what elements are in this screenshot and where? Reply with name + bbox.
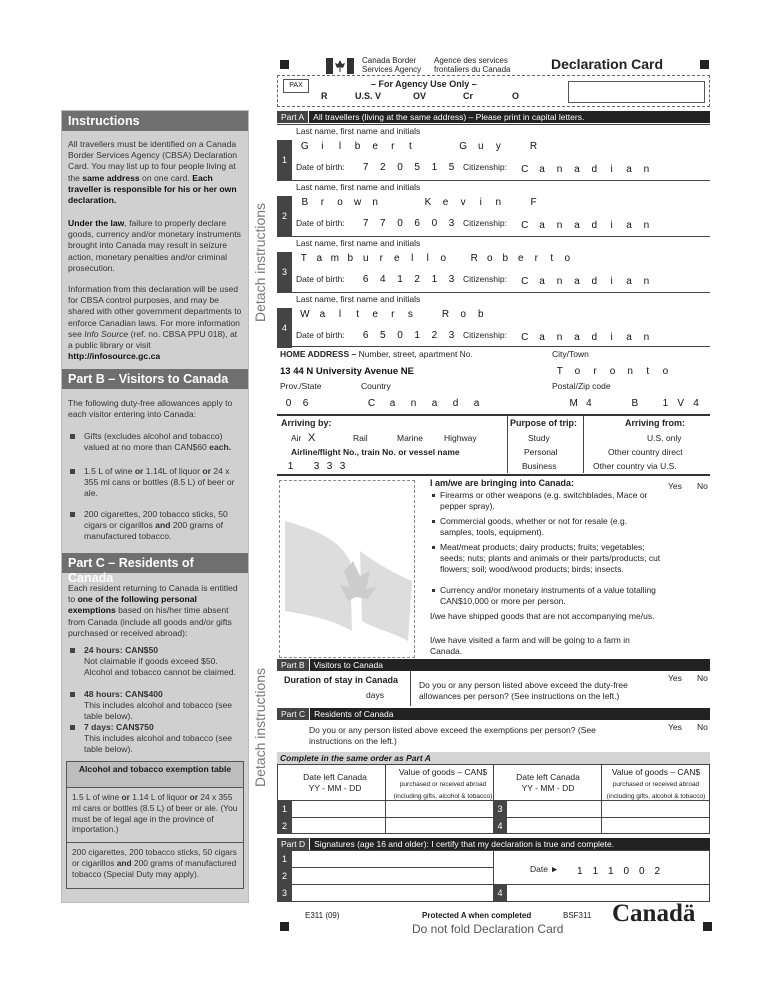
char-box: 7 <box>362 218 369 229</box>
registration-mark-bottom-left <box>280 922 289 931</box>
char-box: 0 <box>285 398 292 409</box>
char-box: i <box>610 332 613 343</box>
name-label: Last name, first name and initials <box>296 238 421 248</box>
char-box: 6 <box>362 330 369 341</box>
char-box: r <box>391 141 395 152</box>
char-box: 2 <box>380 162 386 173</box>
char-box: 0 <box>638 866 645 877</box>
goods-no-header: No <box>697 481 708 491</box>
signature-date-value[interactable] <box>572 866 665 877</box>
char-box: a <box>389 398 396 409</box>
goods-item-meat[interactable]: Meat/meat products; dairy products; fruits; vegetables; seeds; nuts; plants and animals or their parts/products; cut flowers; soil; wood/wood products; birds; insects. <box>440 542 661 574</box>
traveller-citizenship[interactable] <box>516 276 655 287</box>
char-box: d <box>591 220 598 231</box>
goods-shipped[interactable]: I/we have shipped goods that are not accompanying me/us. <box>430 611 655 621</box>
char-box: T <box>556 366 563 377</box>
char-box: u <box>362 253 369 264</box>
part-c-heading: Part C – Residents of Canada <box>62 553 248 573</box>
char-box <box>419 141 437 152</box>
char-box: 2 <box>414 274 420 285</box>
traveller-dob[interactable] <box>357 162 460 173</box>
char-box: r <box>593 366 597 377</box>
char-box: n <box>410 398 417 409</box>
purpose-personal[interactable]: Personal <box>524 447 558 457</box>
purpose-label: Purpose of trip: <box>510 418 577 428</box>
char-box: a <box>319 309 326 320</box>
do-not-fold: Do not fold Declaration Card <box>412 922 564 936</box>
char-box: b <box>347 253 354 264</box>
part-b-bullet-alcohol: 1.5 L of wine or 1.14L of liquor or 24 x 355 ml cans or bottles (8.5 L) of beer or ale. <box>62 466 248 500</box>
part-c-7d: 7 days: CAN$750 This includes alcohol and tobacco (see table below). <box>62 722 248 756</box>
flight-value[interactable] <box>284 461 349 472</box>
char-box: a <box>316 253 323 264</box>
char-box: a <box>574 220 580 231</box>
exemption-row-alcohol: 1.5 L of wine or 1.14 L of liquor or 24 x 355 ml cans or bottles (8.5 L) of beer or ale. (You must be of legal age in the province of importation.) <box>67 788 243 843</box>
char-box: B <box>301 197 309 208</box>
agency-code-r: R <box>321 91 328 101</box>
part-c-no[interactable]: No <box>697 722 708 732</box>
char-box: 5 <box>448 162 455 173</box>
char-box: i <box>610 220 613 231</box>
card-title: Declaration Card <box>551 56 664 72</box>
part-c-row-2: 2 <box>277 818 292 834</box>
char-box: 1 <box>607 866 614 877</box>
char-box: 3 <box>313 461 320 472</box>
part-b-text: Visitors to Canada <box>313 660 383 670</box>
date-label: Date ► <box>530 864 559 874</box>
char-box: n <box>556 164 563 175</box>
complete-same-order: Complete in the same order as Part A <box>277 752 710 764</box>
char-box: n <box>643 332 650 343</box>
char-box: t <box>356 309 359 320</box>
part-b-intro: The following duty-free allowances apply to each visitor entering into Canada: <box>68 398 233 420</box>
char-box: e <box>442 197 449 208</box>
registration-mark-left <box>280 60 289 69</box>
char-box: F <box>530 197 537 208</box>
char-box <box>507 197 525 208</box>
char-box <box>451 253 467 264</box>
char-box: T <box>300 253 307 264</box>
instructions-paragraph-1: All travellers must be identified on a Canada Border Services Agency (CBSA) Declaration Card. You may list up to four people living at the same address on one card. Each traveller is responsible for his or her own declaration. <box>68 139 238 206</box>
char-box: a <box>473 398 480 409</box>
traveller-citizenship[interactable] <box>516 220 655 231</box>
traveller-name[interactable] <box>296 141 542 152</box>
char-box: a <box>574 332 580 343</box>
char-box: s <box>407 309 413 320</box>
char-box: 6 <box>414 218 420 229</box>
protected-label: Protected A when completed <box>422 911 532 920</box>
char-box: o <box>609 366 616 377</box>
traveller-name[interactable] <box>296 309 490 320</box>
agency-name-fr: Agence des services frontaliers du Canada <box>434 56 511 74</box>
char-box: n <box>643 276 650 287</box>
char-box: a <box>626 276 632 287</box>
part-b-question[interactable]: Do you or any person listed above exceed the duty-free allowances per person? (See instructions on the left.) <box>419 680 628 701</box>
char-box: B <box>631 398 639 409</box>
char-box: 6 <box>302 398 309 409</box>
char-box: n <box>643 164 650 175</box>
city-value[interactable] <box>551 366 674 377</box>
char-box: o <box>564 253 571 264</box>
char-box: 3 <box>339 461 346 472</box>
days-label: days <box>366 690 384 700</box>
part-a-label: Part A <box>277 111 309 123</box>
char-box: n <box>643 220 650 231</box>
char-box: n <box>495 197 502 208</box>
part-b-yes[interactable]: Yes <box>668 673 682 683</box>
exemption-table-title: Alcohol and tobacco exemption table <box>67 762 243 788</box>
citizenship-label: Citizenship: <box>463 162 507 172</box>
dob-label: Date of birth: <box>296 274 345 284</box>
agency-name-en: Canada Border Services Agency <box>362 56 422 74</box>
char-box: C <box>521 164 529 175</box>
agency-code-cr: Cr <box>463 91 474 101</box>
part-d-bar <box>277 838 710 850</box>
char-box: 1 <box>662 398 669 409</box>
char-box: a <box>626 220 632 231</box>
char-box: 4 <box>586 398 592 409</box>
char-box <box>642 398 657 409</box>
traveller-name[interactable] <box>296 197 542 208</box>
char-box: b <box>477 309 484 320</box>
char-box: 7 <box>362 162 369 173</box>
home-address-label: HOME ADDRESS – Number, street, apartment No. <box>280 349 473 359</box>
dob-label: Date of birth: <box>296 330 345 340</box>
char-box: a <box>539 164 545 175</box>
char-box: 3 <box>448 274 455 285</box>
part-c-row-3: 3 <box>493 801 507 817</box>
arriving-by-label: Arriving by: <box>281 418 332 428</box>
char-box: i <box>321 141 324 152</box>
citizenship-label: Citizenship: <box>463 330 507 340</box>
char-box: R <box>470 253 478 264</box>
char-box: m <box>330 253 339 264</box>
char-box: v <box>460 197 466 208</box>
char-box: 1 <box>414 330 420 341</box>
date-left-header-2: Date left Canada YY - MM - DD <box>516 772 580 793</box>
char-box: a <box>626 332 632 343</box>
char-box: 0 <box>431 218 438 229</box>
char-box: W <box>300 309 310 320</box>
prov-value[interactable] <box>280 398 314 409</box>
part-b-no[interactable]: No <box>697 673 708 683</box>
char-box: o <box>574 366 581 377</box>
part-c-row-1: 1 <box>277 801 292 817</box>
char-box: C <box>367 398 376 409</box>
form-code: E311 (09) <box>305 911 340 920</box>
char-box: o <box>486 253 493 264</box>
signature-row-4[interactable]: 4 <box>493 885 507 901</box>
char-box: u <box>477 141 484 152</box>
goods-item-currency[interactable]: Currency and/or monetary instruments of a value totalling CAN$10,000 or more per person. <box>440 585 656 606</box>
part-c-yes[interactable]: Yes <box>668 722 682 732</box>
postal-label: Postal/Zip code <box>552 381 611 391</box>
char-box: 0 <box>397 330 403 341</box>
from-other-direct[interactable]: Other country direct <box>608 447 683 457</box>
char-box: C <box>521 220 529 231</box>
char-box: t <box>550 253 554 264</box>
char-box: l <box>338 141 342 152</box>
char-box: 0 <box>397 218 403 229</box>
registration-mark-right <box>700 60 709 69</box>
signature-row-2[interactable]: 2 <box>277 868 292 884</box>
part-c-intro: Each resident returning to Canada is entitled to one of the following personal exemptions based on his/her time absent from Canada (include all goods and/or gifts purchased or received abroad): <box>68 583 238 638</box>
char-box: n <box>556 332 563 343</box>
char-box <box>297 461 310 472</box>
mode-air-mark: X <box>308 432 316 444</box>
char-box <box>402 197 420 208</box>
char-box <box>612 398 627 409</box>
purpose-study[interactable]: Study <box>528 433 550 443</box>
canada-wordmark: Canadä <box>612 900 696 927</box>
goods-item-commercial[interactable]: Commercial goods, whether or not for resale (e.g. samples, tools, equipment). <box>440 516 628 537</box>
agency-use-label: – For Agency Use Only – <box>371 79 477 89</box>
char-box: C <box>521 332 529 343</box>
part-b-label: Part B <box>277 659 310 671</box>
goods-farm[interactable]: I/we have visited a farm and will be going to a farm in Canada. <box>430 635 630 656</box>
char-box: y <box>495 141 501 152</box>
char-box: o <box>337 197 343 208</box>
char-box: n <box>627 366 633 377</box>
mode-highway[interactable]: Highway <box>444 433 477 443</box>
char-box: 7 <box>380 218 386 229</box>
char-box: b <box>354 141 361 152</box>
part-b-bullet-tobacco: 200 cigarettes, 200 tobacco sticks, 50 cigars or cigarillos and 200 grams of manufactured tobacco. <box>62 509 248 543</box>
name-label: Last name, first name and initials <box>296 126 421 136</box>
char-box: d <box>591 164 598 175</box>
agency-entry-box[interactable] <box>568 81 705 103</box>
instructions-heading: Instructions <box>62 111 248 131</box>
char-box: i <box>610 164 613 175</box>
arriving-from-label: Arriving from: <box>625 418 686 428</box>
name-label: Last name, first name and initials <box>296 294 421 304</box>
flight-label: Airline/flight No., train No. or vessel name <box>291 447 460 457</box>
char-box: G <box>459 141 468 152</box>
char-box: a <box>574 164 580 175</box>
char-box: r <box>391 309 395 320</box>
char-box: n <box>556 276 563 287</box>
purpose-business[interactable]: Business <box>522 461 557 471</box>
home-address-value[interactable]: 13 44 N University Avenue NE <box>280 366 414 377</box>
agency-code-usv: U.S. V <box>355 91 382 101</box>
bsf-code: BSF311 <box>563 911 592 920</box>
char-box: i <box>479 197 482 208</box>
postal-value[interactable] <box>566 398 704 409</box>
char-box <box>419 309 437 320</box>
char-box: d <box>591 332 598 343</box>
char-box: n <box>556 220 563 231</box>
instructions-paragraph-2: Under the law, failure to properly declare goods, currency and/or monetary instruments brought into Canada may result in seizure action, monetary penalties and/or criminal prosecution. <box>68 218 241 273</box>
part-c-question[interactable]: Do you or any person listed above exceed the exemptions per person? (See instructions on the left.) <box>309 725 596 746</box>
char-box: a <box>431 398 438 409</box>
char-box: r <box>320 197 325 208</box>
char-box: o <box>440 253 447 264</box>
pax-box: PAX <box>283 79 309 93</box>
agency-code-o: O <box>512 91 520 101</box>
char-box: t <box>646 366 650 377</box>
part-c-label: Part C <box>277 708 310 720</box>
char-box: C <box>521 276 529 287</box>
char-box: M <box>569 398 578 409</box>
part-c-text: Residents of Canada <box>314 709 394 719</box>
char-box: 3 <box>448 218 455 229</box>
signature-row-3[interactable]: 3 <box>277 885 292 901</box>
char-box: a <box>539 276 545 287</box>
goods-yes-header: Yes <box>668 481 682 491</box>
part-b-bar <box>277 659 710 671</box>
char-box: 3 <box>448 330 455 341</box>
detach-instructions-label-bottom: Detach instructions <box>252 667 268 787</box>
char-box: t <box>408 141 412 152</box>
char-box: 5 <box>380 330 386 341</box>
char-box: l <box>426 253 429 264</box>
char-box <box>597 398 612 409</box>
instructions-panel <box>61 110 249 903</box>
char-box: l <box>338 309 342 320</box>
part-d-label: Part D <box>277 838 310 850</box>
char-box: o <box>460 309 466 320</box>
traveller-number: 2 <box>277 196 292 236</box>
char-box: r <box>534 253 538 264</box>
char-box: e <box>517 253 524 264</box>
agency-code-ov: OV <box>413 91 427 101</box>
instructions-paragraph-3: Information from this declaration will be used for CBSA control purposes, and may be shared with other government departments to enforce Canadian laws. For more information see Info Source (ref. no. CBSA PPU 018), at a public library or visit http://infosource.gc.ca <box>68 284 242 362</box>
char-box: e <box>393 253 400 264</box>
traveller-dob[interactable] <box>357 218 460 229</box>
citizenship-label: Citizenship: <box>463 218 507 228</box>
dob-label: Date of birth: <box>296 162 345 172</box>
char-box: 3 <box>326 461 333 472</box>
part-a-text: All travellers (living at the same address) – Please print in capital letters. <box>313 112 585 122</box>
char-box: 1 <box>431 274 438 285</box>
value-header-1: Value of goods – CAN$ purchased or received abroad (including gifts, alcohol & tobacco) <box>393 767 493 800</box>
exemption-row-tobacco: 200 cigarettes, 200 tobacco sticks, 50 cigars or cigarillos and 200 grams of manufactured tobacco (Special Duty may apply). <box>72 847 237 879</box>
from-other-via-us[interactable]: Other country via U.S. <box>593 461 677 471</box>
flag-watermark <box>279 480 415 658</box>
maple-leaf-icon <box>280 481 416 659</box>
part-a-bar <box>277 111 710 123</box>
char-box: 4 <box>380 274 386 285</box>
traveller-number: 4 <box>277 308 292 348</box>
char-box: R <box>441 309 450 320</box>
char-box <box>507 141 525 152</box>
char-box: 0 <box>397 162 403 173</box>
char-box: d <box>591 276 598 287</box>
mode-air[interactable]: Air <box>291 433 302 443</box>
char-box <box>437 141 455 152</box>
char-box <box>384 197 402 208</box>
traveller-number: 3 <box>277 252 292 292</box>
prov-label: Prov./State <box>280 381 322 391</box>
from-us-only[interactable]: U.S. only <box>647 433 682 443</box>
char-box: 6 <box>362 274 369 285</box>
char-box: b <box>502 253 509 264</box>
citizenship-label: Citizenship: <box>463 274 507 284</box>
traveller-citizenship[interactable] <box>516 164 655 175</box>
char-box: V <box>677 398 685 409</box>
part-c-row-4: 4 <box>493 818 507 834</box>
char-box: K <box>424 197 432 208</box>
char-box: 5 <box>414 162 420 173</box>
part-b-heading: Part B – Visitors to Canada <box>62 369 248 389</box>
char-box: a <box>626 164 632 175</box>
char-box: i <box>610 276 613 287</box>
detach-instructions-label-top: Detach instructions <box>252 202 268 322</box>
value-header-2: Value of goods – CAN$ purchased or received abroad (including gifts, alcohol & tobacco) <box>606 767 706 800</box>
country-label: Country <box>361 381 391 391</box>
part-d-text: Signatures (age 16 and older): I certify that my declaration is true and complete. <box>314 839 615 849</box>
char-box: 1 <box>431 162 438 173</box>
char-box: 2 <box>654 866 661 877</box>
char-box: w <box>353 197 362 208</box>
char-box: 2 <box>431 330 438 341</box>
signature-row-1[interactable]: 1 <box>277 851 292 867</box>
city-label: City/Town <box>552 349 589 359</box>
name-label: Last name, first name and initials <box>296 182 421 192</box>
goods-heading: I am/we are bringing into Canada: <box>430 478 575 488</box>
canada-flag-icon <box>326 58 354 74</box>
char-box: o <box>662 366 669 377</box>
char-box: r <box>379 253 383 264</box>
char-box: 0 <box>623 866 630 877</box>
char-box: n <box>372 197 378 208</box>
registration-mark-bottom-right <box>703 922 712 931</box>
traveller-dob[interactable] <box>357 330 460 341</box>
char-box: e <box>372 309 378 320</box>
traveller-dob[interactable] <box>357 274 460 285</box>
traveller-number: 1 <box>277 140 292 180</box>
char-box: a <box>539 332 545 343</box>
char-box: 1 <box>592 866 599 877</box>
char-box: 1 <box>287 461 294 472</box>
country-value[interactable] <box>361 398 487 409</box>
dob-label: Date of birth: <box>296 218 345 228</box>
part-c-48h: 48 hours: CAN$400 This includes alcohol and tobacco (see table below). <box>62 689 248 723</box>
char-box: G <box>300 141 309 152</box>
date-left-header-1: Date left Canada YY - MM - DD <box>303 772 367 793</box>
char-box: 1 <box>576 866 583 877</box>
exemption-table <box>66 761 244 889</box>
char-box: d <box>452 398 459 409</box>
traveller-citizenship[interactable] <box>516 332 655 343</box>
part-b-bullet-gifts: Gifts (excludes alcohol and tobacco) valued at no more than CAN$60 each. <box>62 431 248 453</box>
char-box: l <box>411 253 414 264</box>
char-box: a <box>539 220 545 231</box>
char-box: e <box>372 141 378 152</box>
traveller-name[interactable] <box>296 253 575 264</box>
part-c-24h: 24 hours: CAN$50 Not claimable if goods exceed $50. Alcohol and tobacco cannot be claimed. <box>62 645 248 679</box>
goods-item-firearms[interactable]: Firearms or other weapons (e.g. switchblades, Mace or pepper spray). <box>440 490 648 511</box>
char-box: R <box>529 141 538 152</box>
mode-marine[interactable]: Marine <box>397 433 423 443</box>
part-c-bar <box>277 708 710 720</box>
mode-rail[interactable]: Rail <box>353 433 368 443</box>
duration-label: Duration of stay in Canada <box>284 675 399 685</box>
char-box: a <box>574 276 580 287</box>
char-box: 4 <box>693 398 699 409</box>
char-box: 1 <box>397 274 403 285</box>
